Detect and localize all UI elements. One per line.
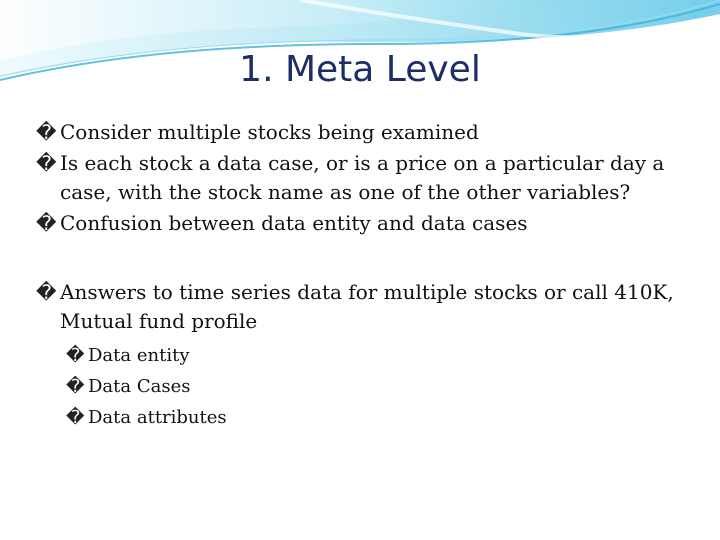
bullet-text: Answers to time series data for multiple stocks or call 410K, Mutual fund profile [60,280,674,333]
sub-bullet-text: Data entity [88,345,190,366]
sub-bullet-glyph-icon: � [66,407,85,428]
bullet-text: Confusion between data entity and data cases [60,211,528,235]
bullet-item [36,149,696,207]
sub-bullet-glyph-icon: � [66,345,85,366]
bullet-item [36,118,696,147]
sub-bullet-text: Data Cases [88,376,191,397]
sub-bullet-glyph-icon: � [66,376,85,397]
bullet-text: Is each stock a data case, or is a price on a particular day a case, with the stock name as one of the other variables? [60,151,665,204]
bullet-glyph-icon: � [36,280,57,304]
sub-bullet-list [66,340,696,433]
bullet-spacer [36,240,696,278]
bullet-glyph-icon: � [36,211,57,235]
bullet-item [36,278,696,336]
sub-bullet-item [66,340,696,371]
bullet-item [36,209,696,238]
bullet-text: Consider multiple stocks being examined [60,120,479,144]
bullet-glyph-icon: � [36,151,57,175]
sub-bullet-text: Data attributes [88,407,227,428]
bullet-glyph-icon: � [36,120,57,144]
sub-bullet-item [66,371,696,402]
slide-body [36,118,696,433]
slide-title: 1. Meta Level [239,49,481,90]
sub-bullet-item [66,402,696,433]
